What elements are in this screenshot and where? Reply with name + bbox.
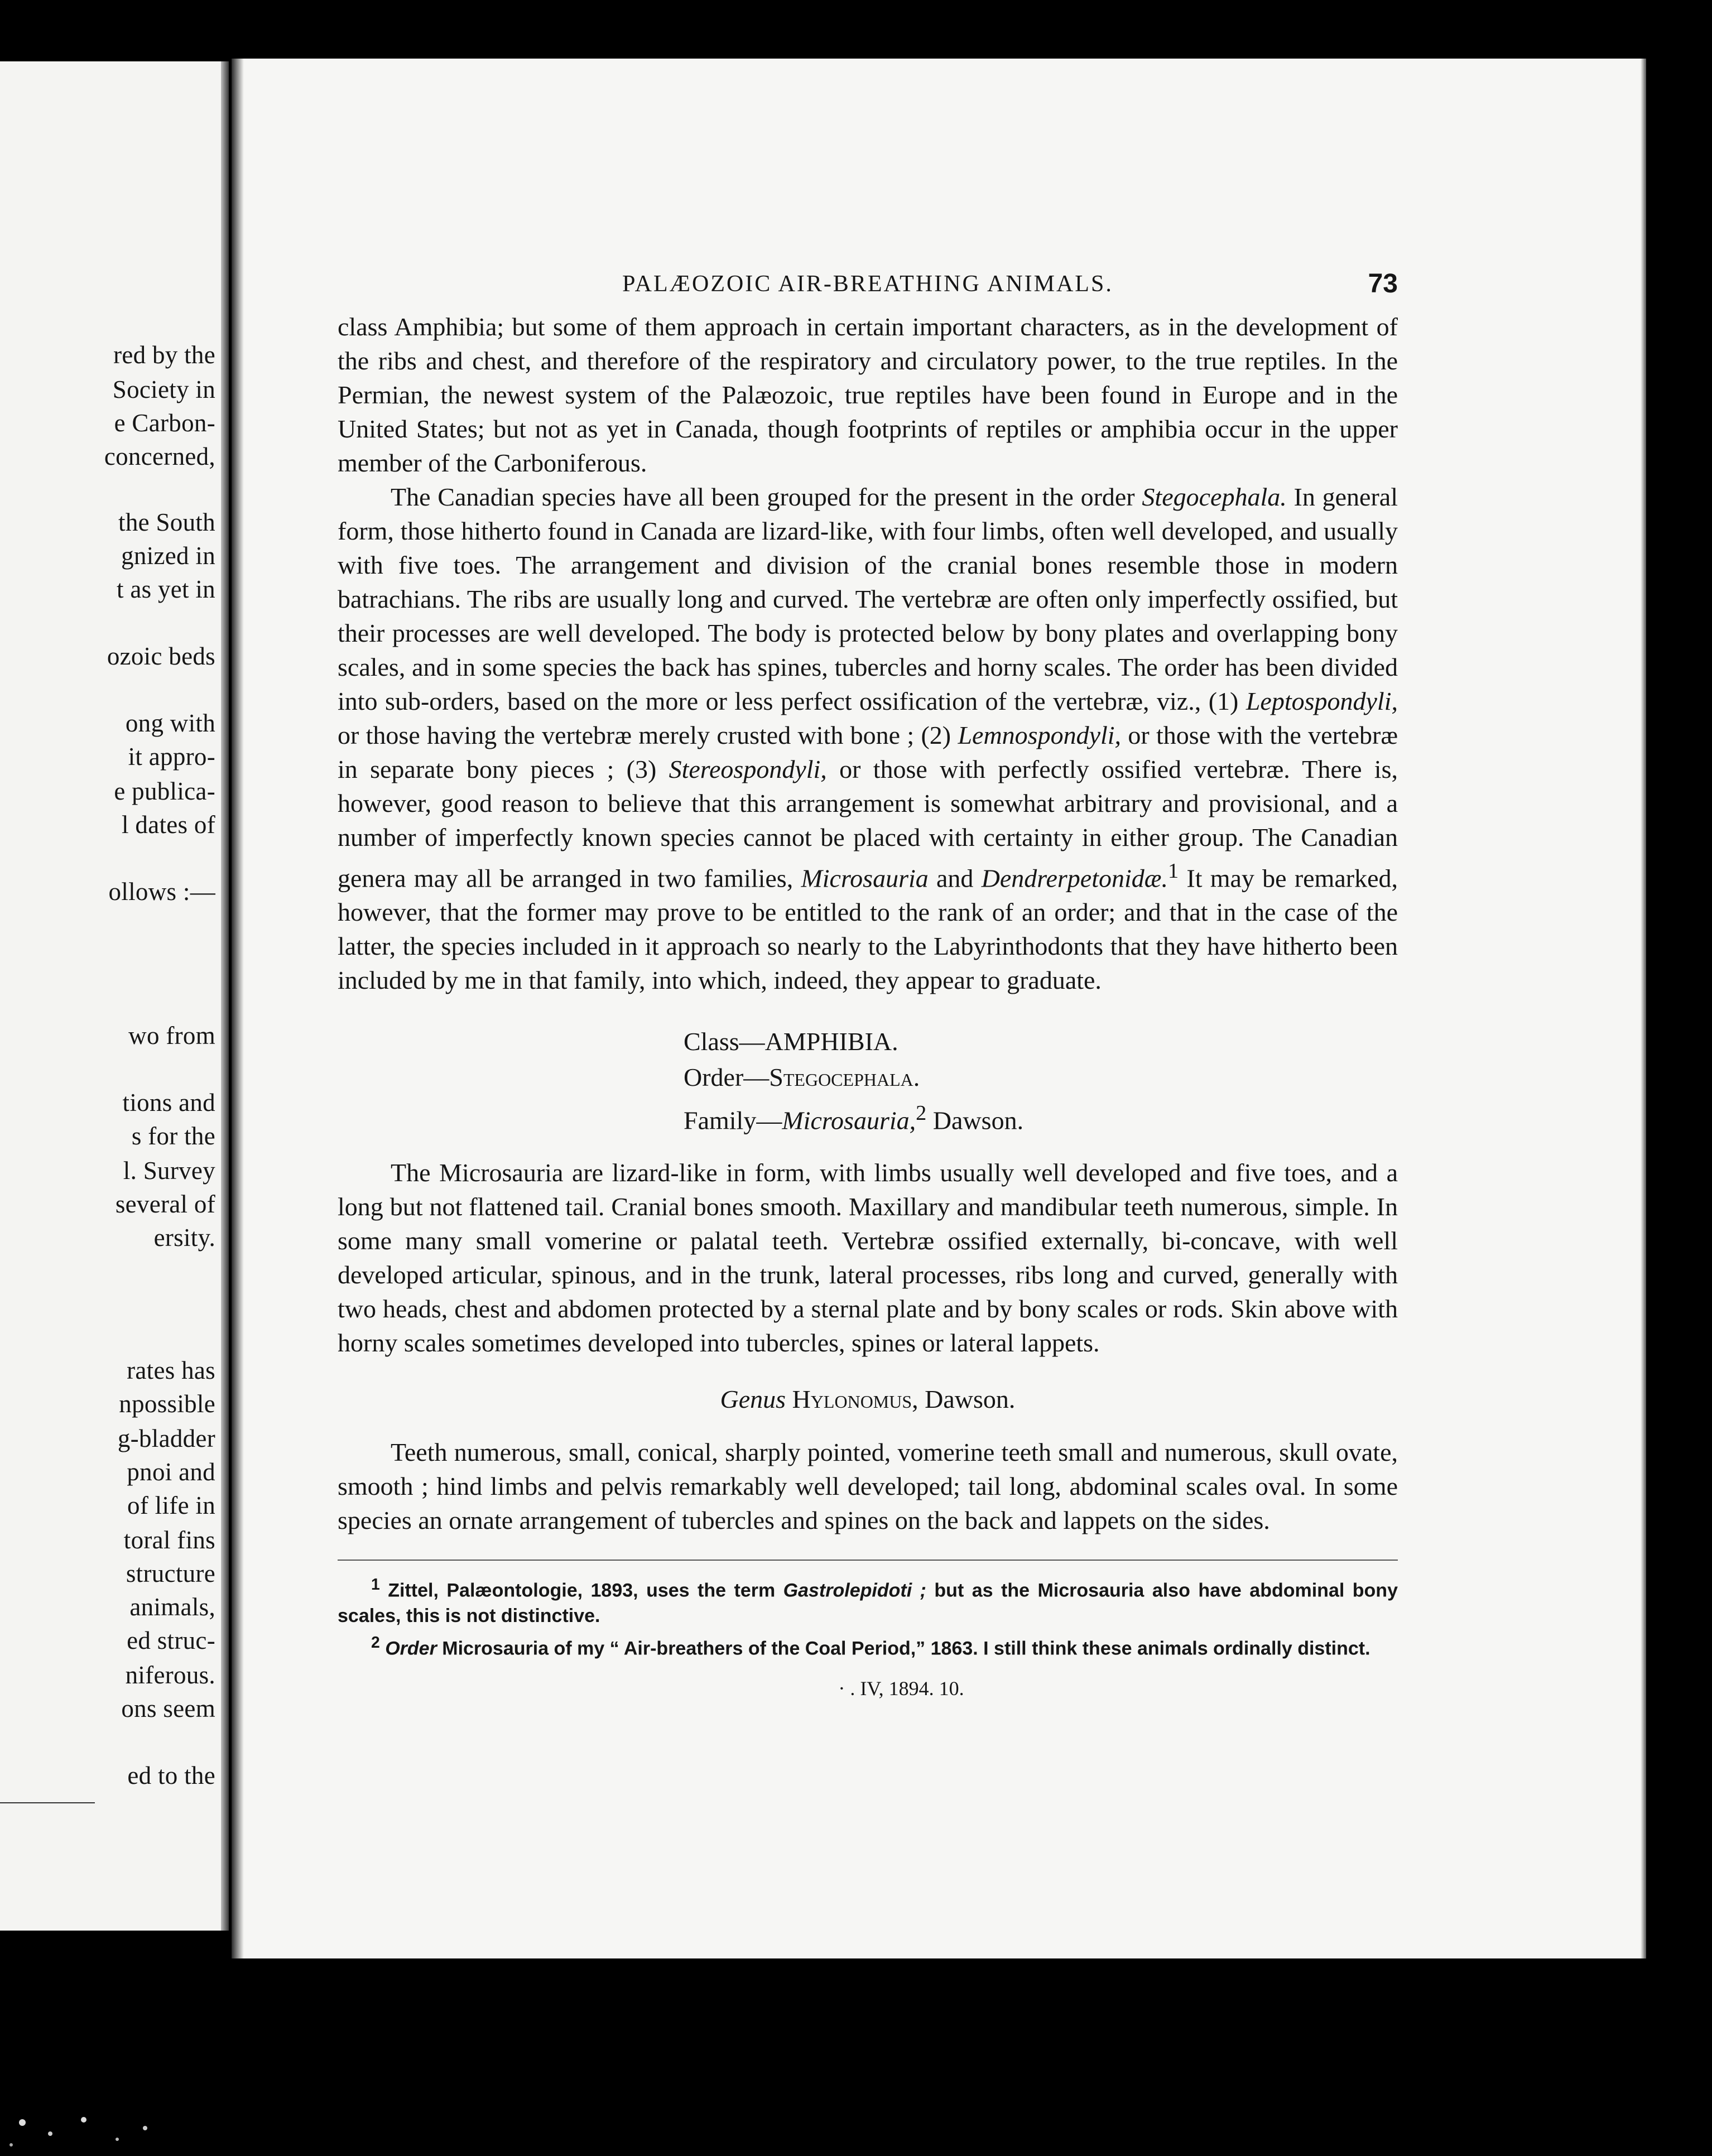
signature-mark: · . IV, 1894. 10. — [838, 1677, 964, 1700]
genus-author: Dawson. — [918, 1384, 1016, 1413]
footnote-marker: 2 — [916, 1101, 927, 1125]
paragraph-hylonomus: Teeth numerous, small, conical, sharply pointed, vomerine teeth small and numerous, skull ovate, smooth ; hind limbs and pelvis remarkably well developed; tail long, abdominal scales oval. In some species an ornate arrangement of tubercles and spines on the back and lappets on the sides. — [338, 1437, 1398, 1534]
class-line — [684, 1024, 1398, 1060]
page-content — [338, 271, 1398, 1700]
left-page-line: niferous. — [125, 1661, 215, 1689]
left-page-line: tions and — [122, 1089, 215, 1116]
page-number: 73 — [1368, 269, 1398, 299]
left-page-line: e publica- — [114, 777, 215, 805]
italic-term: Order — [379, 1638, 437, 1659]
family-value: Microsauria, — [782, 1106, 916, 1135]
genus-heading — [338, 1384, 1398, 1414]
order-label: Order— — [684, 1063, 770, 1092]
italic-term: Gastrolepidoti ; — [783, 1579, 926, 1601]
left-page-line: animals, — [129, 1593, 215, 1621]
left-page-line: ons seem — [121, 1695, 215, 1722]
book-gutter — [221, 61, 229, 1931]
left-page-line: l dates of — [122, 811, 215, 839]
left-page-line: toral fins — [123, 1526, 215, 1554]
text-run: Microsauria of my “ Air-breathers of the Coal Period,” 1863. I still think these animals ordinally distinct. — [436, 1638, 1370, 1659]
text-run: and — [928, 864, 982, 893]
left-page-line: l. Survey — [123, 1157, 215, 1185]
footnote-marker: 1 — [1167, 859, 1179, 883]
italic-term: Dendrerpetonidæ. — [981, 864, 1168, 893]
paragraph-amphibia-intro: class Amphibia; but some of them approach in certain important characters, as in the development of the ribs and chest, and therefore of the respiratory and circulatory power, to the true reptiles. In the Permian, the newest system of the Palæozoic, true reptiles have been found in Europe and in the United States; but not as yet in Canada, though footprints of reptiles or amphibia occur in the upper member of the Carboniferous. — [338, 312, 1398, 477]
footnote-rule — [338, 1560, 1398, 1561]
left-page-line: gnized in — [121, 542, 215, 570]
text-run: but as the Microsauria also have abdominal bony scales, this is not distinctive. — [338, 1579, 1398, 1626]
left-page-line: t as yet in — [116, 575, 215, 603]
paragraph-microsauria: The Microsauria are lizard-like in form, with limbs usually well developed and five toes, and a long but not flattened tail. Cranial bones smooth. Maxillary and mandibular teeth numerous, simple. In some many small vomerine or palatal teeth. Vertebræ ossified externally, bi-concave, with well developed articular, spinous, and in the trunk, lateral processes, ribs long and curved, generally with two heads, chest and abdomen protected by a sternal plate and by bony scales or rods. Skin above with horny scales sometimes developed into tubercles, spines or lateral lappets. — [338, 1158, 1398, 1357]
family-line — [684, 1095, 1398, 1138]
italic-term: Lemnospondyli, — [958, 721, 1122, 749]
footnote-2 — [338, 1630, 1398, 1661]
italic-term: Leptospondyli, — [1245, 687, 1398, 715]
family-label: Family— — [684, 1106, 782, 1135]
left-page-line: ong with — [125, 709, 215, 737]
left-page-line: ed to the — [127, 1762, 215, 1789]
footnote-marker: 1 — [371, 1575, 380, 1594]
text-run: It may be remarked, however, that the former may prove to be entitled to the rank of an order; and that in the case of the latter, the species included in it approach so nearly to the Labyrinthodonts that they have hitherto been included by me in that family, into which, indeed, they appear to graduate. — [338, 864, 1398, 995]
right-page — [232, 59, 1646, 1958]
genus-label: Genus — [720, 1384, 786, 1413]
left-page-line: it appro- — [128, 743, 215, 771]
page-right-edge — [1641, 59, 1646, 1958]
italic-term: Stegocephala. — [1142, 483, 1287, 511]
left-page-line: e Carbon- — [114, 409, 215, 437]
left-page-line: ersity. — [153, 1224, 215, 1252]
text-run: or those with the vertebræ in separate bony pieces ; (3) — [338, 721, 1398, 783]
text-run: In general form, those hitherto found in Canada are lizard-like, with four limbs, often well developed, and usually with five toes. The arrangement and division of the cranial bones resemble those in modern batrachians. The ribs are usually long and curved. The vertebræ are often only imperfectly ossified, but their processes are well developed. The body is protected below by bony plates and overlapping bony scales, and in some species the back has spines, tubercles and horny scales. The order has been divided into sub-orders, based on the more or less perfect ossification of the vertebræ, viz., (1) — [338, 483, 1398, 715]
left-page-line: pnoi and — [127, 1458, 215, 1486]
left-page-line: structure — [126, 1560, 215, 1587]
class-label: Class— — [684, 1027, 765, 1056]
left-page-rule — [0, 1802, 95, 1803]
left-page-line: ozoic beds — [107, 642, 215, 670]
text-run: or those with perfectly ossified vertebræ. There is, however, good reason to believe that this arrangement is somewhat arbitrary and provisional, and a number of imperfectly known species cannot be placed with certainty in either group. The Canadian genera may all be arranged in two families, — [338, 755, 1398, 893]
running-head: PALÆOZOIC AIR-BREATHING ANIMALS. — [622, 271, 1113, 297]
left-page-line: concerned, — [104, 442, 215, 470]
classification-heading — [684, 1024, 1398, 1138]
family-author: Dawson. — [926, 1106, 1024, 1135]
footnote-marker: 2 — [371, 1633, 380, 1652]
order-line — [684, 1060, 1398, 1095]
italic-term: Microsauria — [801, 864, 929, 893]
left-page-line: ed struc- — [127, 1626, 215, 1654]
text-run: or those having the vertebræ merely crusted with bone ; (2) — [338, 721, 958, 749]
left-facing-page — [0, 61, 229, 1931]
left-page-line: rates has — [127, 1356, 215, 1384]
left-page-line: ollows :— — [108, 878, 215, 906]
genus-name: Hylonomus, — [786, 1384, 918, 1413]
page-header — [338, 271, 1398, 310]
left-page-line: of life in — [127, 1491, 215, 1519]
left-page-line: npossible — [119, 1390, 215, 1418]
left-page-line: red by the — [113, 341, 215, 369]
footnote-1 — [338, 1572, 1398, 1629]
page-edge-shadow — [232, 59, 244, 1958]
left-page-line: several of — [115, 1190, 215, 1218]
order-value: Stegocephala. — [769, 1063, 920, 1092]
paragraph-stegocephala — [338, 480, 1398, 997]
left-page-line: Society in — [112, 376, 215, 403]
italic-term: Stereospondyli, — [669, 755, 827, 783]
left-page-line: s for the — [131, 1122, 215, 1150]
class-value: AMPHIBIA. — [764, 1027, 898, 1056]
left-page-line: the South — [118, 508, 215, 536]
scan-specks — [0, 2089, 234, 2156]
left-page-line: g-bladder — [117, 1424, 215, 1452]
left-page-line: wo from — [128, 1022, 215, 1050]
text-run: The Canadian species have all been grouped for the present in the order — [391, 483, 1142, 511]
text-run: Zittel, Palæontologie, 1893, uses the term — [379, 1579, 783, 1601]
